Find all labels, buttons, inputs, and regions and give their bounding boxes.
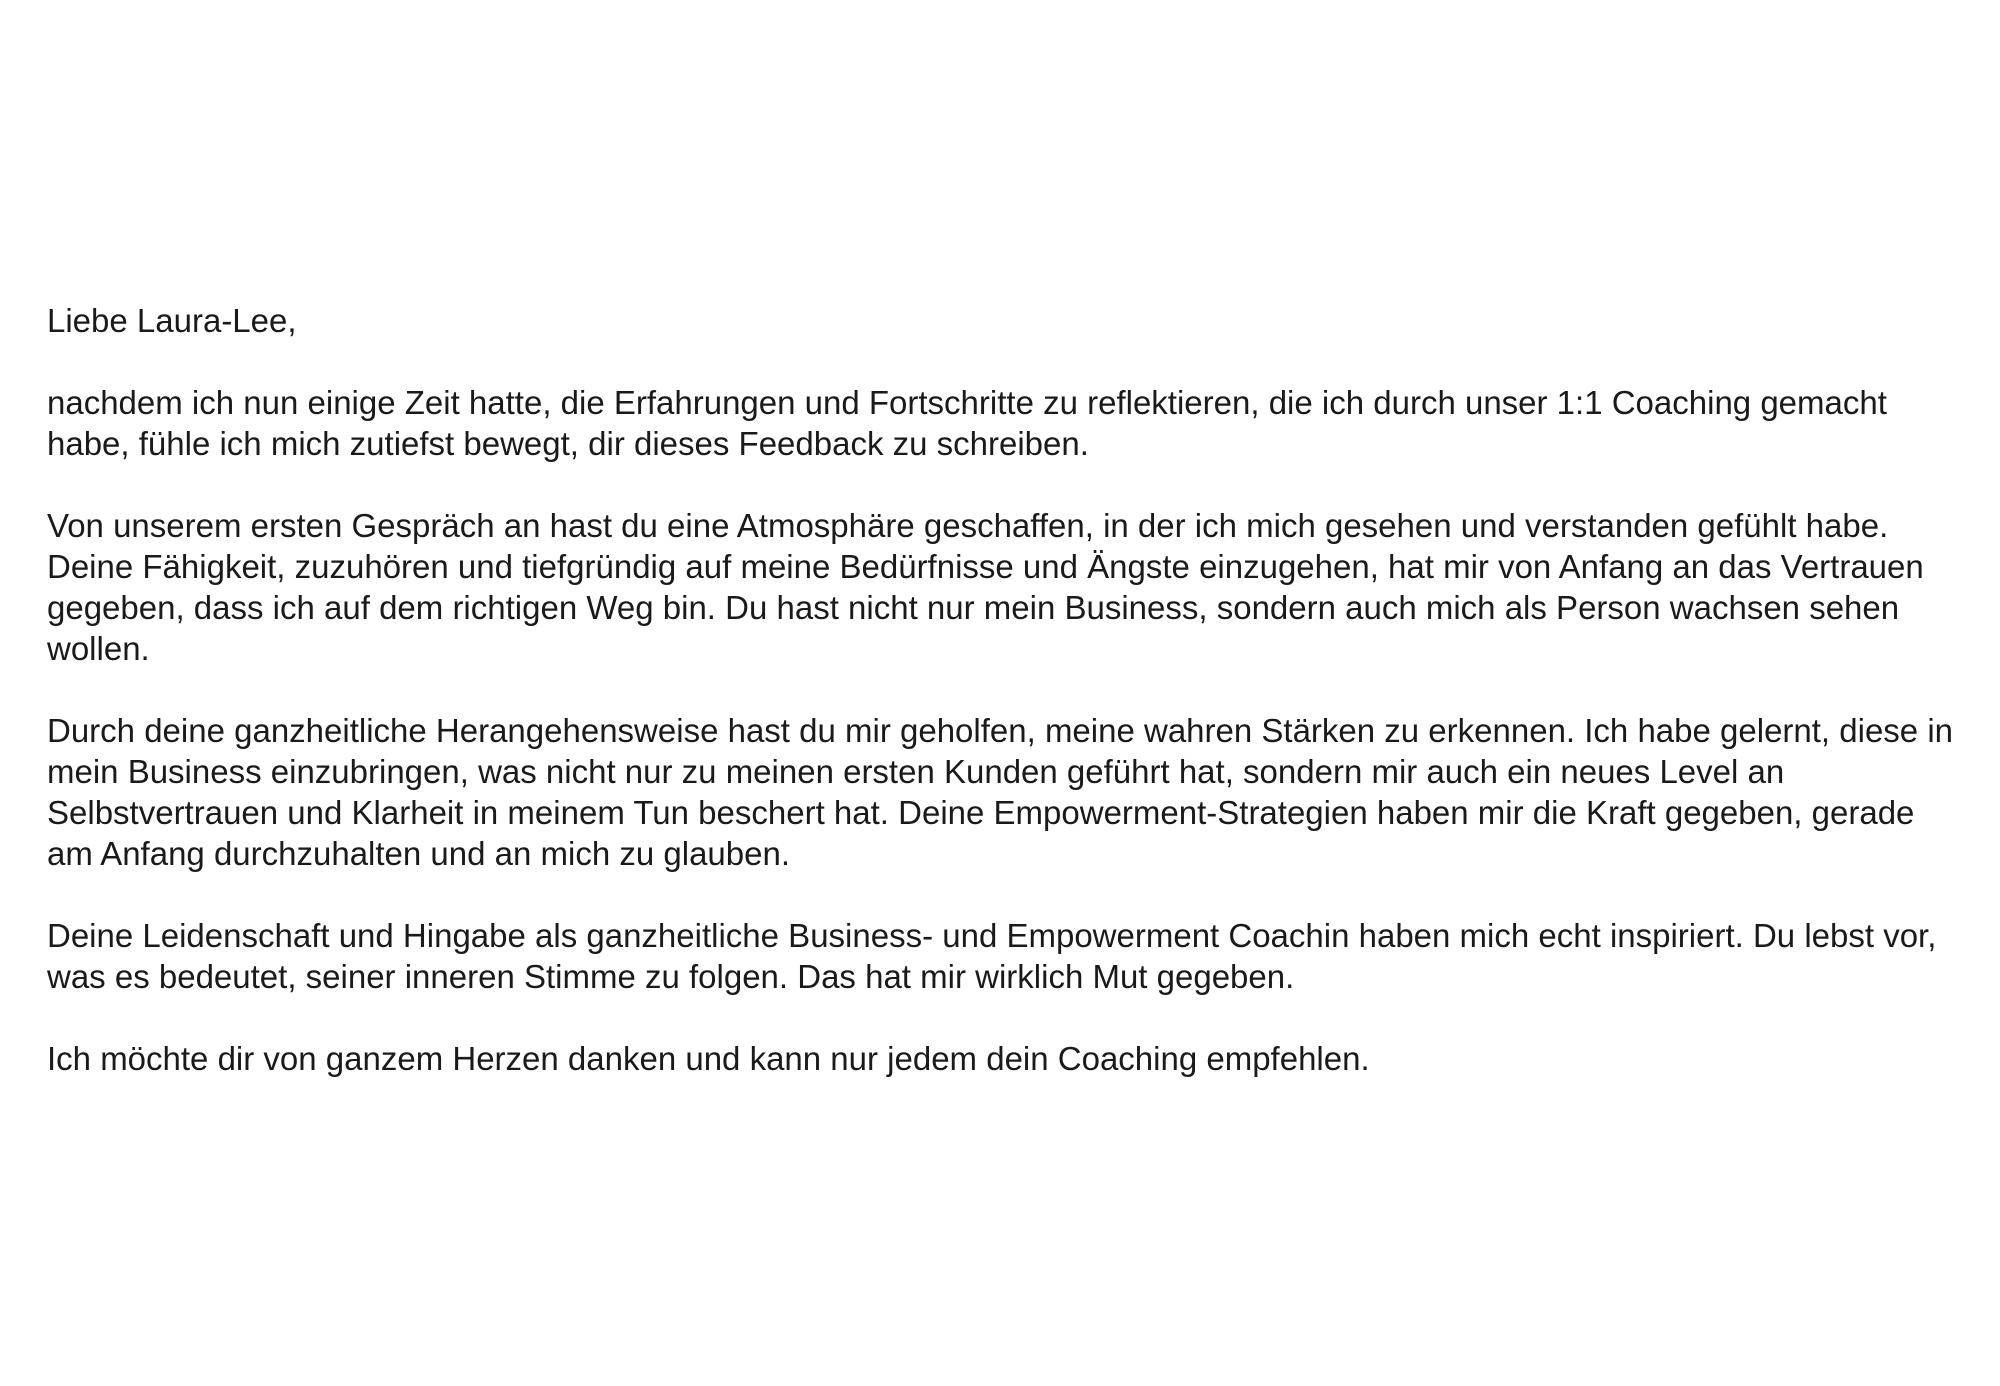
letter-paragraph: Deine Leidenschaft und Hingabe als ganzheitliche Business- und Empowerment Coachin haben mich echt inspiriert. Du lebst vor, was es bedeutet, seiner inneren Stimme zu folgen. Das hat mir wirklich Mut gegeben. [47, 917, 1937, 995]
letter-paragraph: Von unserem ersten Gespräch an hast du eine Atmosphäre geschaffen, in der ich mich gesehen und verstanden gefühlt habe. Deine Fähigkeit, zuzuhören und tiefgründig auf meine Bedürfnisse und Ängste einzugehen, hat mir von Anfang an das Vertrauen gegeben, dass ich auf dem richtigen Weg bin. Du hast nicht nur mein Business, sondern auch mich als Person wachsen sehen wollen. [47, 507, 1924, 667]
letter-body [47, 300, 1967, 1079]
letter-paragraph: Durch deine ganzheitliche Herangehensweise hast du mir geholfen, meine wahren Stärken zu erkennen. Ich habe gelernt, diese in mein Business einzubringen, was nicht nur zu meinen ersten Kunden geführt hat, sondern mir auch ein neues Level an Selbstvertrauen und Klarheit in meinem Tun beschert hat. Deine Empowerment-Strategien haben mir die Kraft gegeben, gerade am Anfang durchzuhalten und an mich zu glauben. [47, 712, 1954, 872]
letter-closing: Ich möchte dir von ganzem Herzen danken und kann nur jedem dein Coaching empfehlen. [47, 1040, 1370, 1077]
letter-salutation: Liebe Laura-Lee, [47, 302, 297, 339]
letter-paragraph: nachdem ich nun einige Zeit hatte, die Erfahrungen und Fortschritte zu reflektieren, die ich durch unser 1:1 Coaching gemacht habe, fühle ich mich zutiefst bewegt, dir dieses Feedback zu schreiben. [47, 384, 1887, 462]
